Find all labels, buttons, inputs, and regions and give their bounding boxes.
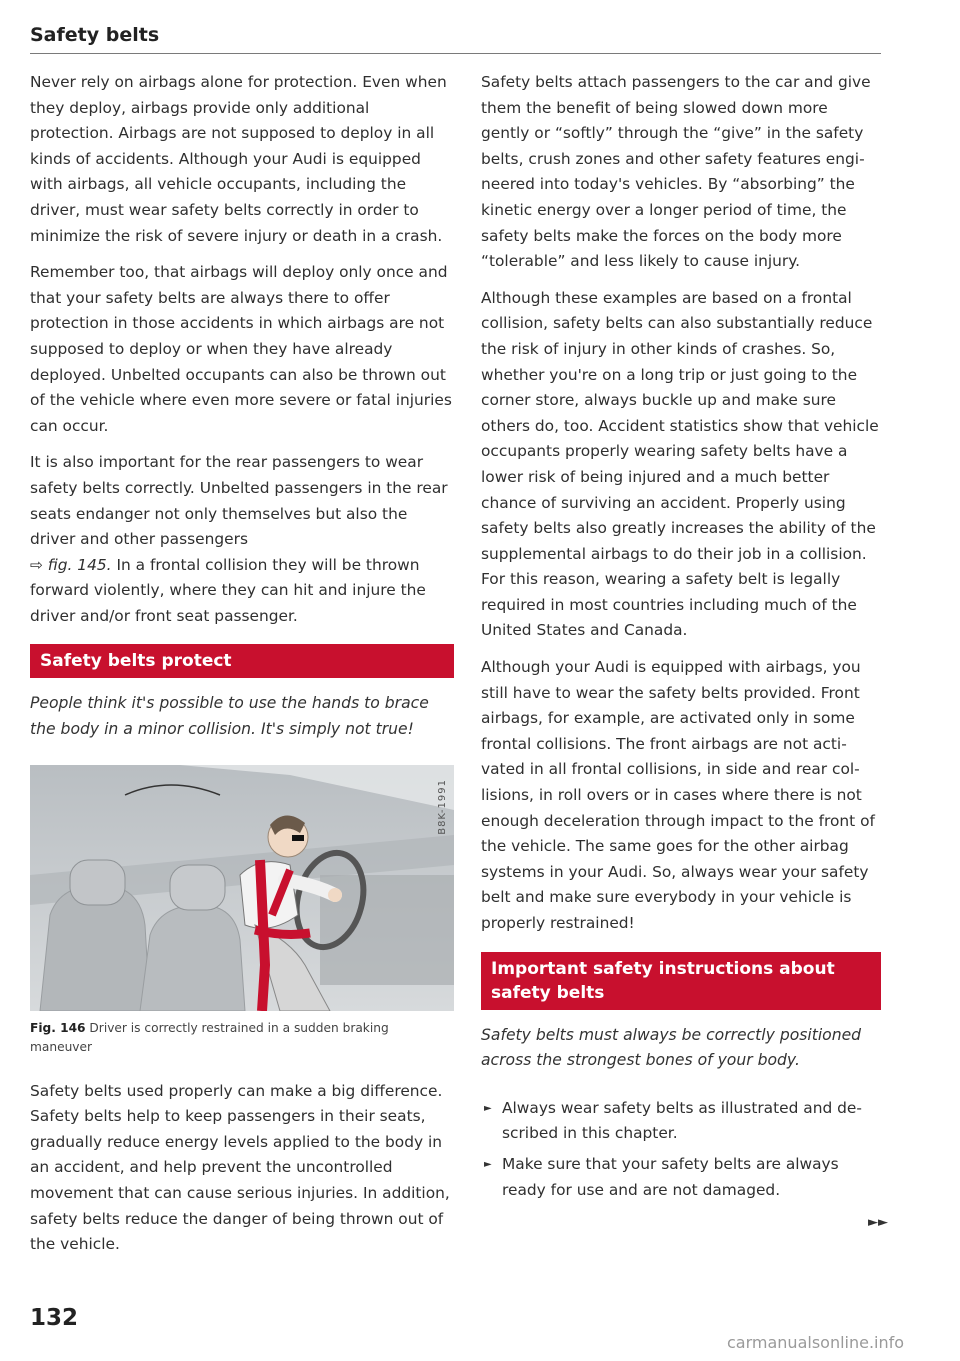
figure-reference-link[interactable]: ⇨ fig. 145. [30, 555, 112, 574]
figure-code: B8K-1991 [437, 778, 448, 835]
bullet-arrow-icon: ► [484, 1158, 492, 1170]
section-intro: People think it's possible to use the hands to brace the body in a minor collision. It's simply not true! [30, 694, 429, 739]
body-paragraph: Although your Audi is equipped with airbags, you still have to wear the safety belts provided. Front airbags, for example, are activated only in some frontal collisions. The front airbags are not activated in all frontal collisions, in side and rear collisions, in roll overs or in cases where there is not enough deceleration through impact to the front of the vehicle. The same goes for the other airbag systems in your Audi. So, always wear your safety belt and make sure everybody in your vehicle is properly restrained! [481, 658, 875, 932]
body-paragraph: Never rely on airbags alone for protection. Even when they deploy, airbags provide only additional protection. Airbags are not supposed to deploy in all kinds of accidents. Although your Audi is equipped with airbags, all vehicle occupants, including the driver, must wear safety belts correctly in order to minimize the risk of severe injury or death in a crash. [30, 73, 447, 245]
body-paragraph: Remember too, that airbags will deploy only once and that your safety belts are always there to offer protection in those accidents in which airbags are not supposed to deploy or when they have already deployed. Unbelted occupants can also be thrown out of the vehicle where even more severe or fatal injuries can occur. [30, 263, 452, 435]
caption-text: Driver is correctly restrained in a sudden braking maneuver [30, 1020, 389, 1054]
body-paragraph: Safety belts used properly can make a big difference. Safety belts help to keep passengers in their seats, gradually reduce energy levels applied to the body in an accident, and help prevent the uncontrolled movement that can cause serious injuries. In addition, safety belts reduce the danger of being thrown out of the vehicle. [30, 1081, 450, 1254]
paragraph-text: In a frontal collision they will be thrown forward violently, where they can hit and injure the driver and/or front seat passenger. [30, 555, 426, 625]
watermark-text: carmanualsonline.info [727, 1333, 905, 1352]
list-item [481, 1096, 881, 1147]
bullet-arrow-icon: ► [484, 1102, 492, 1114]
list-item-text: Make sure that your safety belts are always ready for use and are not damaged. [502, 1154, 839, 1199]
header-divider [30, 53, 881, 54]
body-paragraph [30, 450, 454, 629]
body-paragraph: Safety belts attach passengers to the car and give them the benefit of being slowed down more gently or “softly” through the “give” in the safety belts, crush zones and other safety features engineered into today's vehicles. By “absorbing” the kinetic energy over a longer period of time, the safety belts make the forces on the body more “tolerable” and less likely to cause injury. [481, 73, 871, 271]
page-number: 132 [30, 1305, 79, 1331]
figure-illustration [30, 765, 454, 1011]
figure-label: Fig. 146 [30, 1020, 86, 1035]
left-column [30, 70, 454, 1269]
instruction-list [481, 1096, 881, 1203]
paragraph-text: It is also important for the rear passengers to wear safety belts correctly. Unbelted passengers in the rear seats endanger not only themselves but also the driver and other passengers [30, 453, 448, 549]
right-column [481, 70, 881, 1208]
list-item [481, 1152, 881, 1203]
body-paragraph: Although these examples are based on a frontal collision, safety belts can also substantially reduce the risk of injury in other kinds of crashes. So, whether you're on a long trip or just going to the corner store, always buckle up and make sure others do, too. Accident statistics show that vehicle occupants properly wearing safety belts have a lower risk of being injured and a much better chance of surviving an accident. Properly using safety belts also greatly increases the ability of the supplemental airbags to do their job in a collision. For this reason, wearing a safety belt is legally required in most countries including much of the United States and Canada. [481, 288, 879, 640]
section-heading: Important safety instructions about safety belts [481, 952, 881, 1010]
figure-caption [30, 1019, 454, 1057]
list-item-text: Always wear safety belts as illustrated and described in this chapter. [502, 1098, 862, 1143]
continued-arrow-icon: ►► [868, 1215, 888, 1230]
driver-illustration [30, 765, 454, 1011]
section-heading: Safety belts protect [30, 644, 454, 678]
page-header-title: Safety belts [30, 24, 160, 46]
section-intro: Safety belts must always be correctly positioned across the strongest bones of your body. [481, 1025, 862, 1070]
